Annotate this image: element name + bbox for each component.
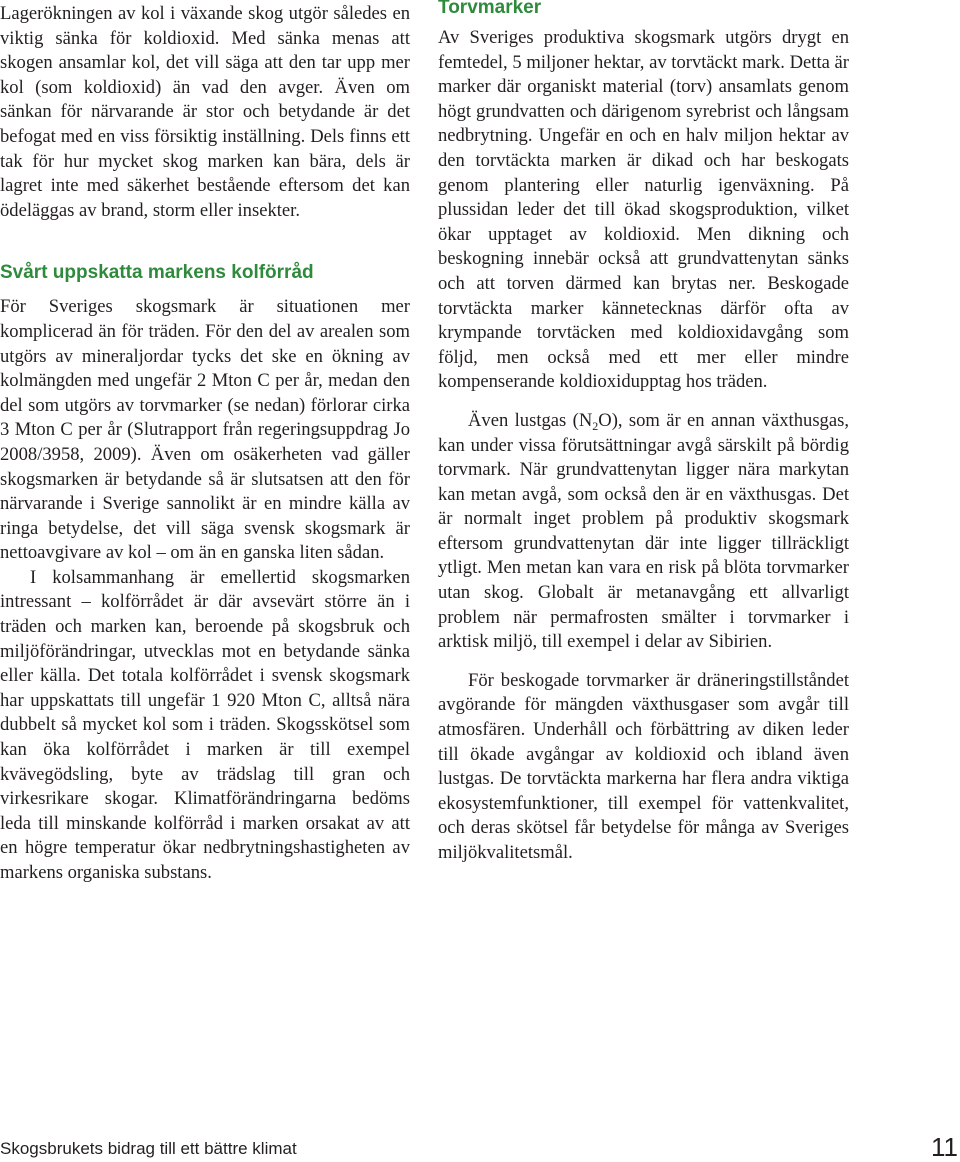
footer-publication-title: Skogsbrukets bidrag till ett bättre klimat	[0, 1139, 297, 1158]
paragraph-2-lead: Även lustgas (N	[468, 409, 593, 431]
torvmarker-paragraph-2	[438, 409, 849, 655]
nitrous-oxide-subscript: 2	[592, 418, 599, 433]
right-column	[438, 0, 849, 866]
page-number: 11	[931, 1132, 958, 1162]
intro-paragraph: Lagerökningen av kol i växande skog utgör således en viktig sänka för koldioxid. Med sänka menas att skogen ansamlar kol, det vill säga att den tar upp mer kol (som koldioxid) än vad den avger. Även om sänkan för närvarande är stor och betydande är det befogat med en viss försiktig inställning. Dels finns ett tak för hur mycket skog marken kan bära, dels är lagret inte med säkerhet bestående eftersom det kan ödeläggas av brand, storm eller insekter.	[0, 3, 410, 221]
section-paragraph-2: I kolsammanhang är emellertid skogsmarken intressant – kolförrådet är där avsevärt större än i träden och marken kan, beroende på skogsbruk och miljöförändringar, utvecklas mot en betydande sänka eller källa. Det totala kolförrådet i svensk skogsmark har uppskattats till ungefär 1 920 Mton C, alltså nära dubbelt så mycket kol som i träden. Skogsskötsel som kan öka kolförrådet i marken är till exempel kvävegödsling, byte av trädslag till gran och virkesrikare skogar. Klimatförändringarna bedöms leda till minskande kolförråd i marken orsakat av att en högre temperatur ökar nedbrytningshastigheten av markens organiska substans.	[0, 566, 410, 883]
section-paragraph-1: För Sveriges skogsmark är situationen mer komplicerad än för träden. För den del av arealen som utgörs av mineraljordar tycks det ske en ökning av kolmängden med ungefär 2 Mton C per år, medan den del som utgörs av torvmarker (se nedan) förlorar cirka 3 Mton C per år (Slutrapport från regeringsuppdrag Jo 2008/3958, 2009). Även om osäkerheten vad gäller skogsmarken är betydande så är slutsatsen att den för närvarande i Sverige sannolikt är en mindre källa av ringa betydelse, det vill säga svensk skogsmark är nettoavgivare av kol – om än en ganska liten sådan.	[0, 296, 410, 564]
torvmarker-paragraph-1: Av Sveriges produktiva skogsmark utgörs drygt en femtedel, 5 miljoner hektar, av torvtäckt mark. Detta är marker där organiskt material (torv) ansamlats genom högt grundvatten och därigenom syrebrist och långsam nedbrytning. Ungefär en och en halv miljon hektar av den torvtäckta marken är dikad och har beskogats genom plantering eller naturlig igenväxning. På plussidan leder det till ökad skogsproduktion, vilket ökar upptaget av koldioxid. Men dikning och beskogning innebär också att grundvattenytan sänks och att torven därmed kan brytas ner. Beskogade torvtäckta marker kännetecknas därför ofta av krympande torvtäcken med koldioxidavgång som följd, men också med ett mer eller mindre kompenserande koldioxidupptag hos träden.	[438, 27, 849, 393]
section-heading-kolforrad: Svårt uppskatta markens kolförråd	[0, 262, 314, 284]
torvmarker-paragraph-3: För beskogade torvmarker är dräneringstillståndet avgörande för mängden växthusgaser som avgår till atmosfären. Underhåll och förbättring av diken leder till ökade avgångar av koldioxid och ibland även lustgas. De torvtäckta markerna har flera andra viktiga ekosystemfunktioner, till exempel för vattenkvalitet, och deras skötsel får betydelse för många av Sveriges miljökvalitetsmål.	[438, 669, 849, 863]
left-column	[0, 0, 410, 886]
paragraph-2-rest: O), som är en annan växthusgas, kan under vissa förutsättningar avgå särskilt på bördig torvmark. När grundvattenytan ligger nära markytan kan metan avgå, som också den är en växthusgas. Det är normalt inget problem på produktiv skogsmark eftersom grundvattenytan där inte ligger tillräckligt ytligt. Men metan kan vara en risk på blöta torvmarker utan skog. Globalt är metanavgång ett allvarligt problem när permafrosten smälter i torvmarker i arktisk miljö, till exempel i delar av Sibirien.	[438, 409, 849, 653]
section-heading-torvmarker: Torvmarker	[438, 0, 542, 18]
